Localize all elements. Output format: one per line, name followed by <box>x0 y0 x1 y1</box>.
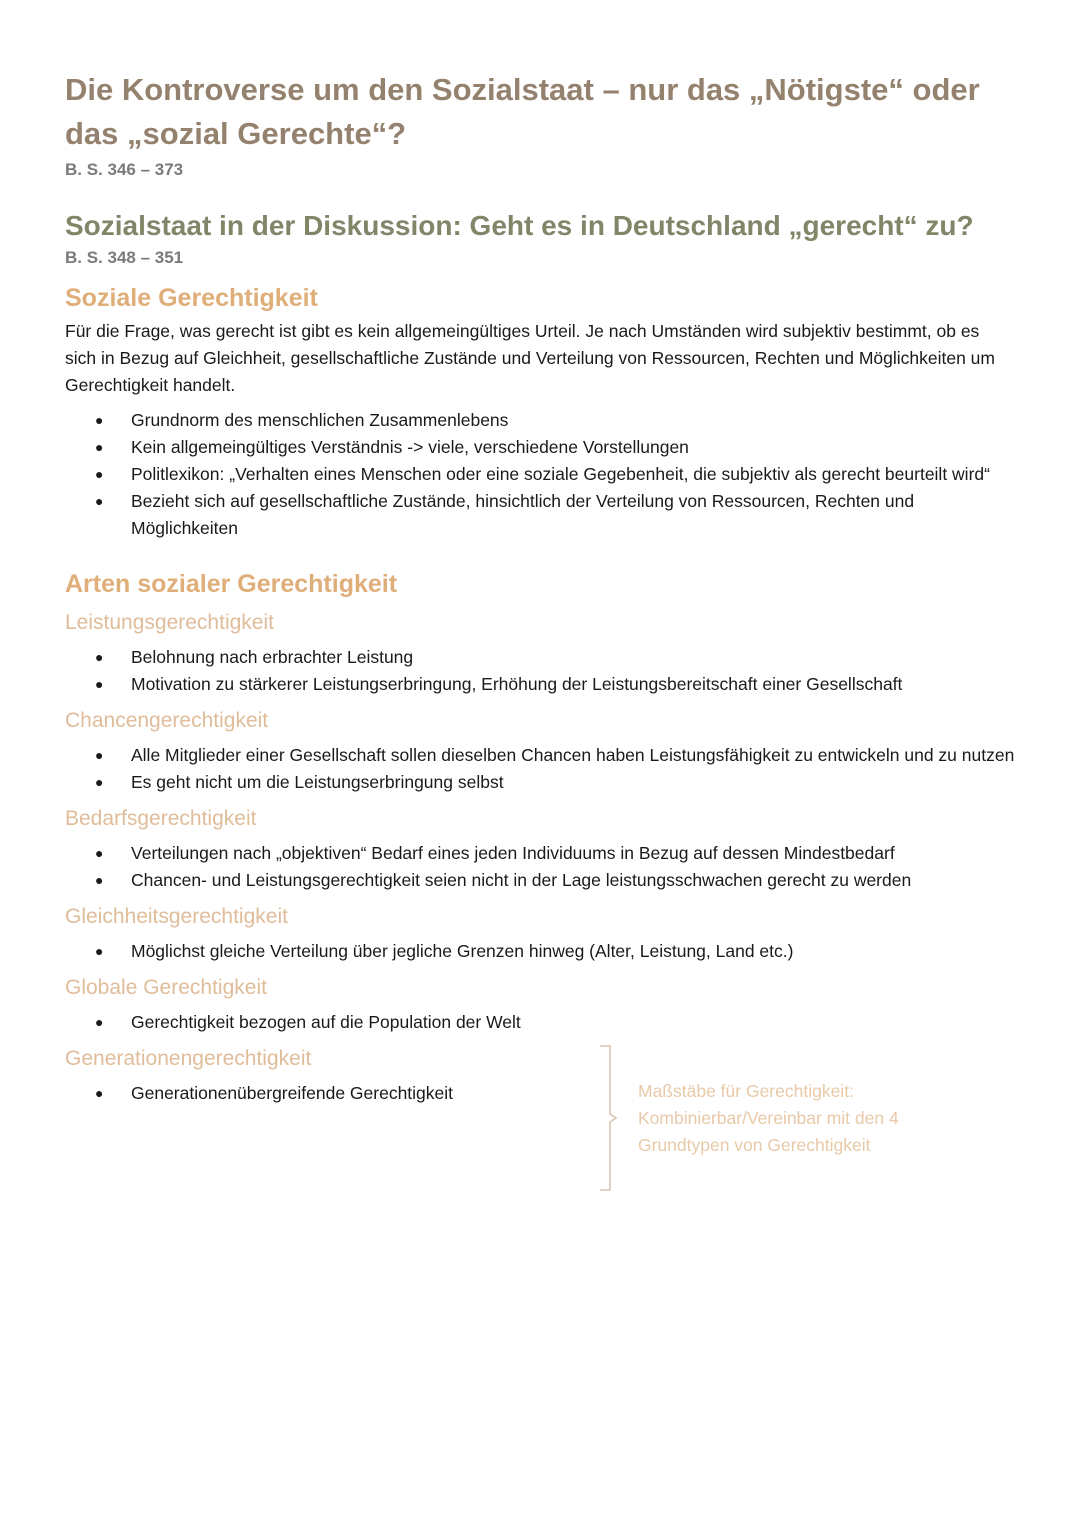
list-item: ● Chancen- und Leistungsgerechtigkeit seien nicht in der Lage leistungsschwachen gerecht zu werden <box>65 867 1021 894</box>
gleichheitsgerechtigkeit-heading: Gleichheitsgerechtigkeit <box>65 905 288 928</box>
list-item: ● Belohnung nach erbrachter Leistung <box>65 644 1021 671</box>
gleichheitsgerechtigkeit-list <box>65 938 1025 965</box>
section-page-reference: B. S. 348 – 351 <box>65 248 184 267</box>
list-item: ● Generationenübergreifende Gerechtigkeit <box>65 1080 591 1107</box>
list-item: ● Es geht nicht um die Leistungserbringung selbst <box>65 769 1021 796</box>
globale-gerechtigkeit-list <box>65 1009 1025 1036</box>
leistungsgerechtigkeit-list <box>65 644 1025 698</box>
soziale-gerechtigkeit-heading: Soziale Gerechtigkeit <box>65 284 318 312</box>
list-item: ● Gerechtigkeit bezogen auf die Population der Welt <box>65 1009 591 1036</box>
list-item: ● Verteilungen nach „objektiven“ Bedarf eines jeden Individuums in Bezug auf dessen Mindestbedarf <box>65 840 1021 867</box>
bedarfsgerechtigkeit-heading: Bedarfsgerechtigkeit <box>65 807 257 830</box>
side-note: Maßstäbe für Gerechtigkeit: Kombinierbar/Vereinbar mit den 4 Grundtypen von Gerechtigkeit <box>638 1081 899 1155</box>
title-page-reference: B. S. 346 – 373 <box>65 160 184 179</box>
list-item: ● Grundnorm des menschlichen Zusammenlebens <box>65 407 1021 434</box>
list-item: ● Kein allgemeingültiges Verständnis -> viele, verschiedene Vorstellungen <box>65 434 1021 461</box>
bedarfsgerechtigkeit-list <box>65 840 1025 894</box>
list-item: ● Möglichst gleiche Verteilung über jegliche Grenzen hinweg (Alter, Leistung, Land etc.) <box>65 938 1021 965</box>
list-item: ● Bezieht sich auf gesellschaftliche Zustände, hinsichtlich der Verteilung von Ressourcen, Rechten und Möglichkeiten <box>65 488 1021 542</box>
globale-gerechtigkeit-heading: Globale Gerechtigkeit <box>65 976 267 999</box>
list-item: ● Politlexikon: „Verhalten eines Menschen oder eine soziale Gegebenheit, die subjektiv als gerecht beurteilt wird“ <box>65 461 1021 488</box>
list-item: ● Motivation zu stärkerer Leistungserbringung, Erhöhung der Leistungsbereitschaft einer Gesellschaft <box>65 671 1021 698</box>
arten-heading: Arten sozialer Gerechtigkeit <box>65 570 398 598</box>
document-page <box>65 68 1025 1107</box>
chancengerechtigkeit-heading: Chancengerechtigkeit <box>65 709 269 732</box>
document-title: Die Kontroverse um den Sozialstaat – nur das „Nötigste“ oder das „sozial Gerechte“? <box>65 72 980 151</box>
section-heading: Sozialstaat in der Diskussion: Geht es in Deutschland „gerecht“ zu? <box>65 210 974 241</box>
list-item: ● Alle Mitglieder einer Gesellschaft sollen dieselben Chancen haben Leistungsfähigkeit zu entwickeln und zu nutzen <box>65 742 1021 769</box>
chancengerechtigkeit-list <box>65 742 1025 796</box>
soziale-gerechtigkeit-list <box>65 407 1025 542</box>
soziale-gerechtigkeit-paragraph: Für die Frage, was gerecht ist gibt es kein allgemeingültiges Urteil. Je nach Umständen wird subjektiv bestimmt, ob es sich in Bezug auf Gleichheit, gesellschaftliche Zustände und Verteilung von Ressourcen, Rechten und Möglichkeiten um Gerechtigkeit handelt. <box>65 321 995 395</box>
leistungsgerechtigkeit-heading: Leistungsgerechtigkeit <box>65 611 274 634</box>
generationengerechtigkeit-heading: Generationengerechtigkeit <box>65 1047 312 1070</box>
right-brace-icon <box>596 1044 620 1192</box>
